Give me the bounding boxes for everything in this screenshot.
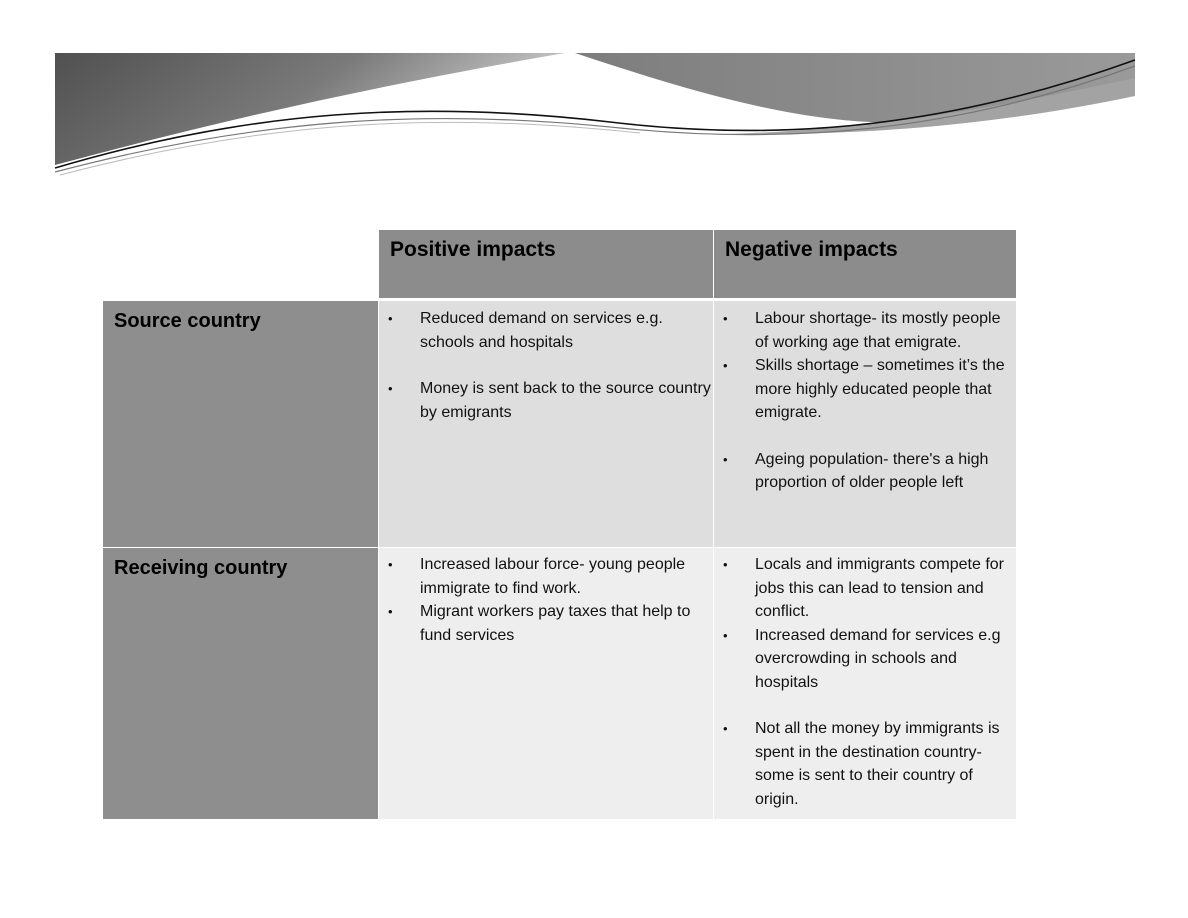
list-item: • Money is sent back to the source country by emigrants [379, 377, 713, 424]
decorative-wave-banner [0, 0, 1188, 200]
list-item: • Increased demand for services e.g overcrowding in schools and hospitals [714, 624, 1016, 695]
receiving-negative-list [714, 553, 1016, 811]
list-item: • Ageing population- there's a high proportion of older people left [714, 448, 1016, 495]
bullet-marker: • [388, 311, 393, 326]
header-positive-impacts: Positive impacts [379, 230, 713, 298]
list-item: • Migrant workers pay taxes that help to fund services [379, 600, 713, 647]
bullet-marker: • [723, 557, 728, 572]
bullet-marker: • [388, 604, 393, 619]
bullet-marker: • [388, 557, 393, 572]
list-item: • Not all the money by immigrants is spent in the destination country- some is sent to their country of origin. [714, 717, 1016, 811]
list-item: • Locals and immigrants compete for jobs this can lead to tension and conflict. [714, 553, 1016, 624]
list-item: • Reduced demand on services e.g. schools and hospitals [379, 307, 713, 354]
bullet-marker: • [723, 358, 728, 373]
list-item: • Labour shortage- its mostly people of working age that emigrate. [714, 307, 1016, 354]
bullet-marker: • [388, 381, 393, 396]
receiving-positive-list [379, 553, 713, 647]
source-positive-cell [379, 301, 713, 547]
source-negative-list [714, 307, 1016, 495]
bullet-marker: • [723, 721, 728, 736]
bullet-marker: • [723, 451, 728, 467]
source-negative-cell [714, 301, 1016, 547]
source-positive-list [379, 307, 713, 424]
header-negative-impacts: Negative impacts [714, 230, 1016, 298]
row-label-receiving-country: Receiving country [103, 548, 378, 819]
list-item: • Increased labour force- young people immigrate to find work. [379, 553, 713, 600]
bullet-marker: • [723, 627, 728, 643]
list-item: • Skills shortage – sometimes it’s the more highly educated people that emigrate. [714, 354, 1016, 425]
receiving-positive-cell [379, 548, 713, 819]
migration-impacts-table [103, 230, 1016, 819]
row-label-source-country: Source country [103, 301, 378, 547]
bullet-marker: • [723, 311, 728, 326]
receiving-negative-cell [714, 548, 1016, 819]
